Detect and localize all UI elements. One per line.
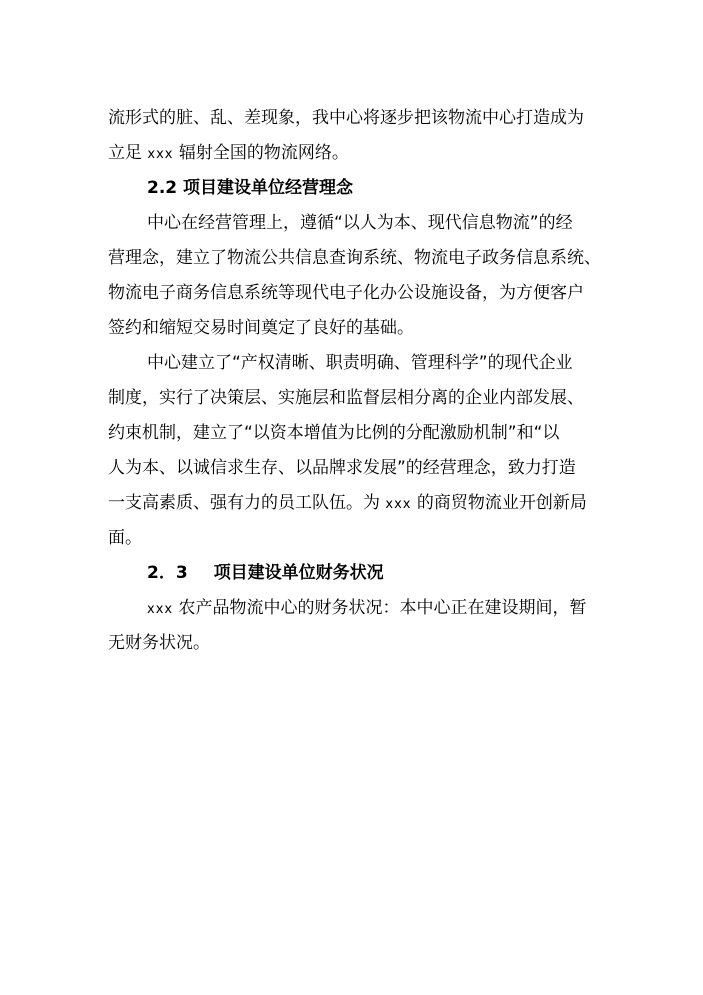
paragraph-line xyxy=(108,283,584,303)
text: 中心在经营管理上，遵循“以人为本、现代信息物流”的经 xyxy=(147,213,573,233)
paragraph-line xyxy=(147,598,587,620)
section-heading-2-3 xyxy=(147,563,384,583)
text: 人为本、以诚信求生存、以品牌求发展”的经营理念，致力打造 xyxy=(108,458,576,478)
text: 立足 xyxy=(108,143,142,163)
heading-number: 3 xyxy=(175,563,188,583)
paragraph-line xyxy=(108,528,142,548)
heading-text: 2.2 项目建设单位经营理念 xyxy=(147,178,354,198)
text: 签约和缩短交易时间奠定了良好的基础。 xyxy=(108,318,414,338)
paragraph-line xyxy=(108,458,576,478)
paragraph-line xyxy=(147,353,573,373)
heading-text: 项目建设单位财务状况 xyxy=(213,563,384,583)
section-heading-2-2 xyxy=(147,178,353,198)
paragraph-line xyxy=(108,493,587,515)
heading-number: 2 xyxy=(147,563,159,583)
text: 农产品物流中心的财务状况：本中心正在建设期间，暂 xyxy=(178,598,587,618)
text: 物流电子商务信息系统等现代电子化办公设施设备，为方便客户 xyxy=(108,283,584,303)
text: 的商贸物流业开创新局 xyxy=(416,493,587,513)
paragraph-line xyxy=(108,108,584,128)
paragraph-line xyxy=(108,633,210,653)
paragraph-line xyxy=(108,388,584,408)
text: 无财务状况。 xyxy=(108,633,210,653)
text: 辐射全国的物流网络。 xyxy=(178,143,349,163)
placeholder-text: xxx xyxy=(147,147,174,162)
text: 流形式的脏、乱、差现象，我中心将逐步把该物流中心打造成为 xyxy=(108,108,584,128)
heading-dot: ． xyxy=(158,563,176,583)
text: 制度，实行了决策层、实施层和监督层相分离的企业内部发展、 xyxy=(108,388,584,408)
text: 面。 xyxy=(108,528,142,548)
text: 营理念，建立了物流公共信息查询系统、物流电子政务信息系统、 xyxy=(108,248,601,268)
paragraph-line xyxy=(108,143,349,165)
paragraph-line xyxy=(108,248,601,268)
paragraph-line xyxy=(108,318,414,338)
placeholder-text: xxx xyxy=(385,497,412,512)
paragraph-line xyxy=(147,213,573,233)
text: 一支高素质、强有力的员工队伍。为 xyxy=(108,493,380,513)
text: 约束机制，建立了“以资本增值为比例的分配激励机制”和“以 xyxy=(108,423,560,443)
paragraph-line xyxy=(108,423,559,443)
text: 中心建立了“产权清晰、职责明确、管理科学”的现代企业 xyxy=(147,353,573,373)
placeholder-text: xxx xyxy=(147,602,174,617)
